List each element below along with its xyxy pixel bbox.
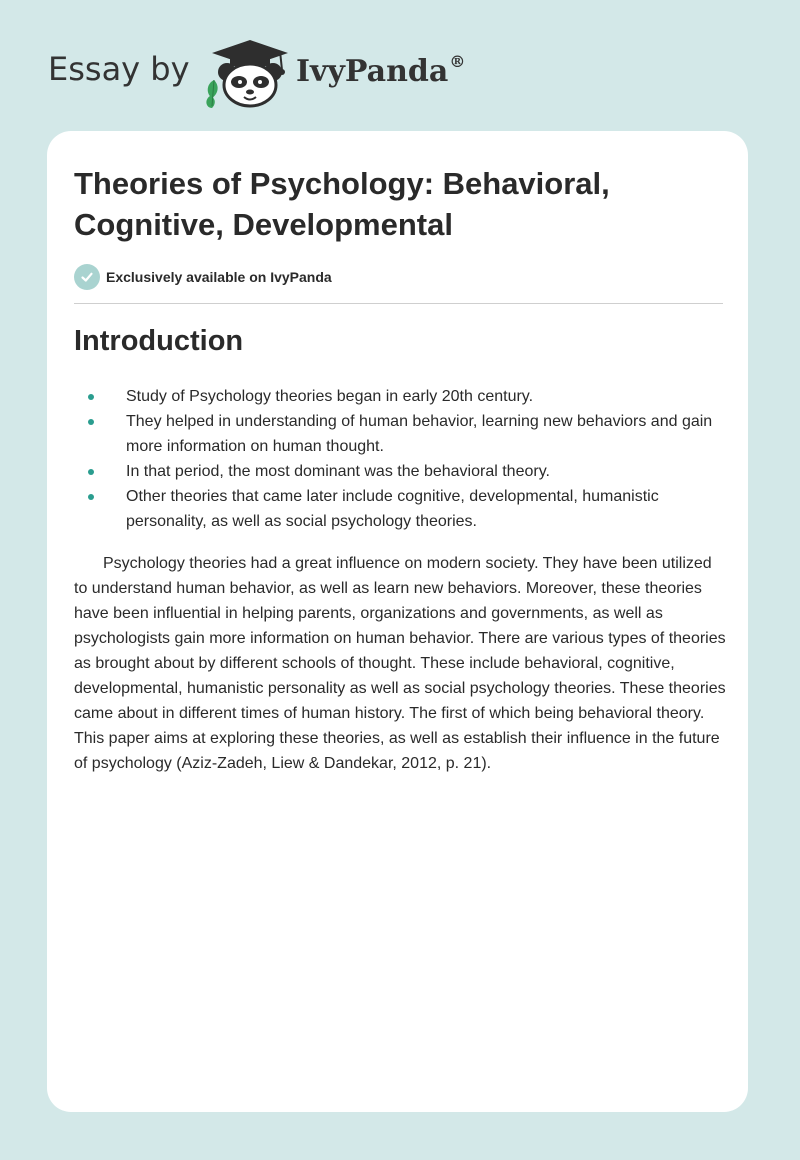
bullet-dot-icon: [88, 469, 94, 475]
brand-name[interactable]: [296, 54, 465, 89]
body-paragraph: Psychology theories had a great influence on modern society. They have been utilized to understand human behavior, as well as learn new behaviors. Moreover, these theories have been influential in helping parents, organizations and governments, as well as psychologists gain more information on human behavior. There are various types of theories as brought about by different schools of thought. These include behavioral, cognitive, developmental, humanistic personality as well as social psychology theories. These theories came about in different times of human history. The first of which being behavioral theory. This paper aims at exploring these theories, as well as establish their influence in the future of psychology (Aziz-Zadeh, Liew & Dandekar, 2012, p. 21).: [74, 555, 726, 772]
essay-card: [47, 131, 748, 1112]
intro-bullet-list: [74, 384, 723, 534]
bullet-item: [74, 409, 723, 459]
divider: [74, 303, 723, 304]
check-icon: [74, 264, 100, 290]
essay-title: Theories of Psychology: Behavioral, Cognitive, Developmental: [74, 166, 610, 242]
bullet-text: In that period, the most dominant was the behavioral theory.: [126, 463, 550, 480]
section-heading: Introduction: [74, 325, 244, 357]
bullet-item: [74, 459, 723, 484]
exclusive-badge: [74, 264, 332, 290]
bullet-text: Study of Psychology theories began in early 20th century.: [126, 388, 534, 405]
panda-logo-icon[interactable]: [200, 36, 300, 108]
site-header: [0, 0, 800, 125]
brand-text: IvyPanda: [296, 54, 449, 89]
essay-by-label: Essay by: [48, 50, 190, 88]
bullet-text: Other theories that came later include cognitive, developmental, humanistic personality, as well as social psychology theories.: [126, 488, 659, 530]
bullet-dot-icon: [88, 494, 94, 500]
bullet-dot-icon: [88, 419, 94, 425]
exclusive-text: Exclusively available on IvyPanda: [106, 269, 332, 285]
bullet-item: [74, 484, 723, 534]
bullet-text: They helped in understanding of human behavior, learning new behaviors and gain more information on human thought.: [126, 413, 713, 455]
bullet-dot-icon: [88, 394, 94, 400]
bullet-item: [74, 384, 723, 409]
registered-mark: ®: [449, 52, 466, 71]
